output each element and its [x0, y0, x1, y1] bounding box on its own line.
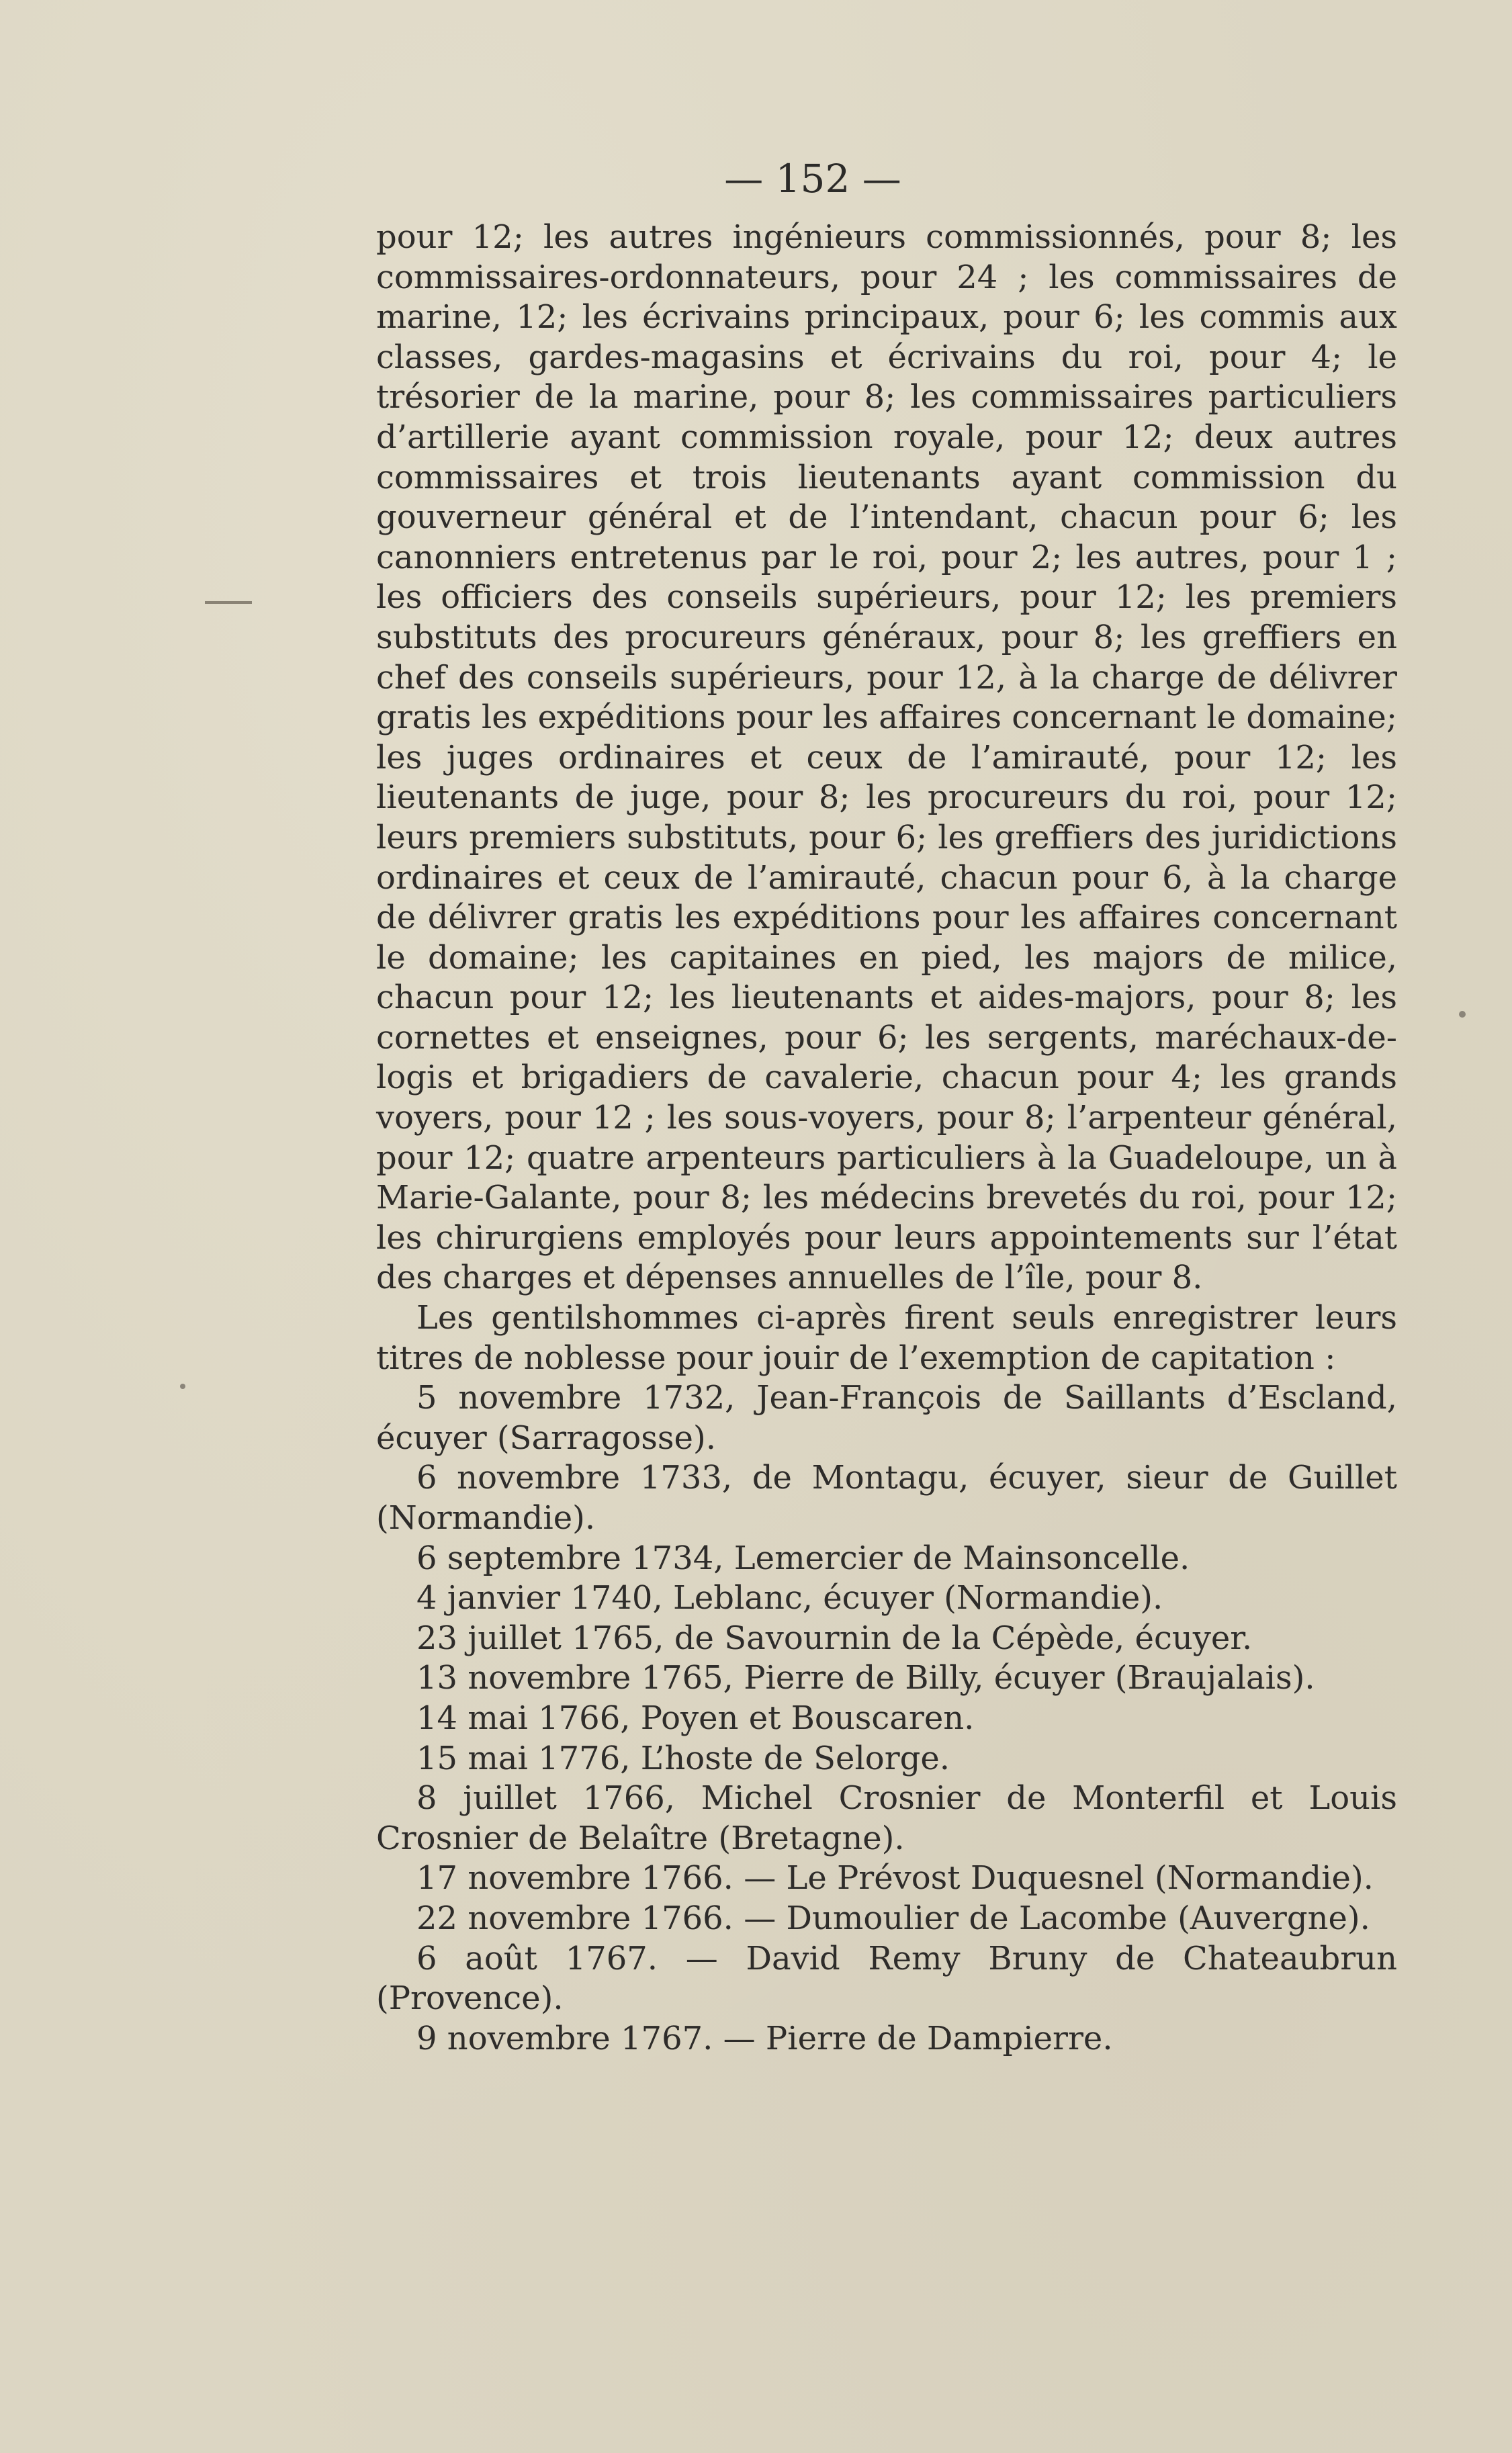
nobility-entry: 6 novembre 1733, de Montagu, écuyer, sieur de Guillet (Normandie). — [376, 1459, 1397, 1537]
page-number: — 152 — — [724, 156, 901, 202]
margin-speck — [180, 1384, 185, 1389]
page-body — [376, 218, 1397, 2059]
nobility-entry: 17 novembre 1766. — Le Prévost Duquesnel (Normandie). — [416, 1859, 1374, 1898]
nobility-entry: 9 novembre 1767. — Pierre de Dampierre. — [416, 2019, 1113, 2057]
nobility-entry: 4 janvier 1740, Leblanc, écuyer (Normandie). — [416, 1579, 1163, 1617]
nobility-entry: 15 mai 1776, L’hoste de Selorge. — [416, 1739, 950, 1777]
nobility-entry: 13 novembre 1765, Pierre de Billy, écuyer (Braujalais). — [416, 1659, 1315, 1697]
nobility-entry: 22 novembre 1766. — Dumoulier de Lacombe (Auvergne). — [416, 1899, 1370, 1937]
nobility-entry: 5 novembre 1732, Jean-François de Saillants d’Escland, écuyer (Sarragosse). — [376, 1379, 1397, 1457]
paragraph-officers-list: pour 12; les autres ingénieurs commissionnés, pour 8; les commissaires-ordonnateurs, pour 24 ; les commissaires de marine, 12; les écrivains principaux, pour 6; les commis aux classes, gardes-magasins et écrivains du roi, pour 4; le trésorier de la marine, pour 8; les commissaires particuliers d’artillerie ayant commission royale, pour 12; deux autres commissaires et trois lieutenants ayant commission du gouverneur général et de l’intendant, chacun pour 6; les canonniers entretenus par le roi, pour 2; les autres, pour 1 ; les officiers des conseils supérieurs, pour 12; les premiers substituts des procureurs généraux, pour 8; les greffiers en chef des conseils supérieurs, pour 12, à la charge de délivrer gratis les expéditions pour les affaires concernant le domaine; les juges ordinaires et ceux de l’amirauté, pour 12; les lieutenants de juge, pour 8; les procureurs du roi, pour 12; leurs premiers substituts, pour 6; les greffiers des juridictions ordinaires et ceux de l’amirauté, chacun pour 6, à la charge de délivrer gratis les expéditions pour les affaires concernant le domaine; les capitaines en pied, les majors de milice, chacun pour 12; les lieutenants et aides-majors, pour 8; les cornettes et enseignes, pour 6; les sergents, maréchaux-de-logis et brigadiers de cavalerie, chacun pour 4; les grands voyers, pour 12 ; les sous-voyers, pour 8; l’arpenteur général, pour 12; quatre arpenteurs particuliers à la Guadeloupe, un à Marie-Galante, pour 8; les médecins brevetés du roi, pour 12; les chirurgiens employés pour leurs appointements sur l’état des charges et dépenses annuelles de l’île, pour 8. — [376, 218, 1397, 1297]
margin-speck — [1459, 1011, 1466, 1018]
nobility-entry: 6 septembre 1734, Lemercier de Mainsoncelle. — [416, 1539, 1190, 1577]
margin-mark — [205, 601, 252, 604]
nobility-entry: 23 juillet 1765, de Savournin de la Cépède, écuyer. — [416, 1619, 1253, 1657]
nobility-entry: 6 août 1767. — David Remy Bruny de Chateaubrun (Provence). — [376, 1939, 1397, 2018]
paragraph-nobility-intro: Les gentilshommes ci-après firent seuls enregistrer leurs titres de noblesse pour jouir de l’exemption de capitation : — [376, 1299, 1397, 1377]
nobility-entry: 14 mai 1766, Poyen et Bouscaren. — [416, 1699, 975, 1737]
nobility-entry: 8 juillet 1766, Michel Crosnier de Monterfil et Louis Crosnier de Belaître (Bretagne). — [376, 1779, 1397, 1857]
